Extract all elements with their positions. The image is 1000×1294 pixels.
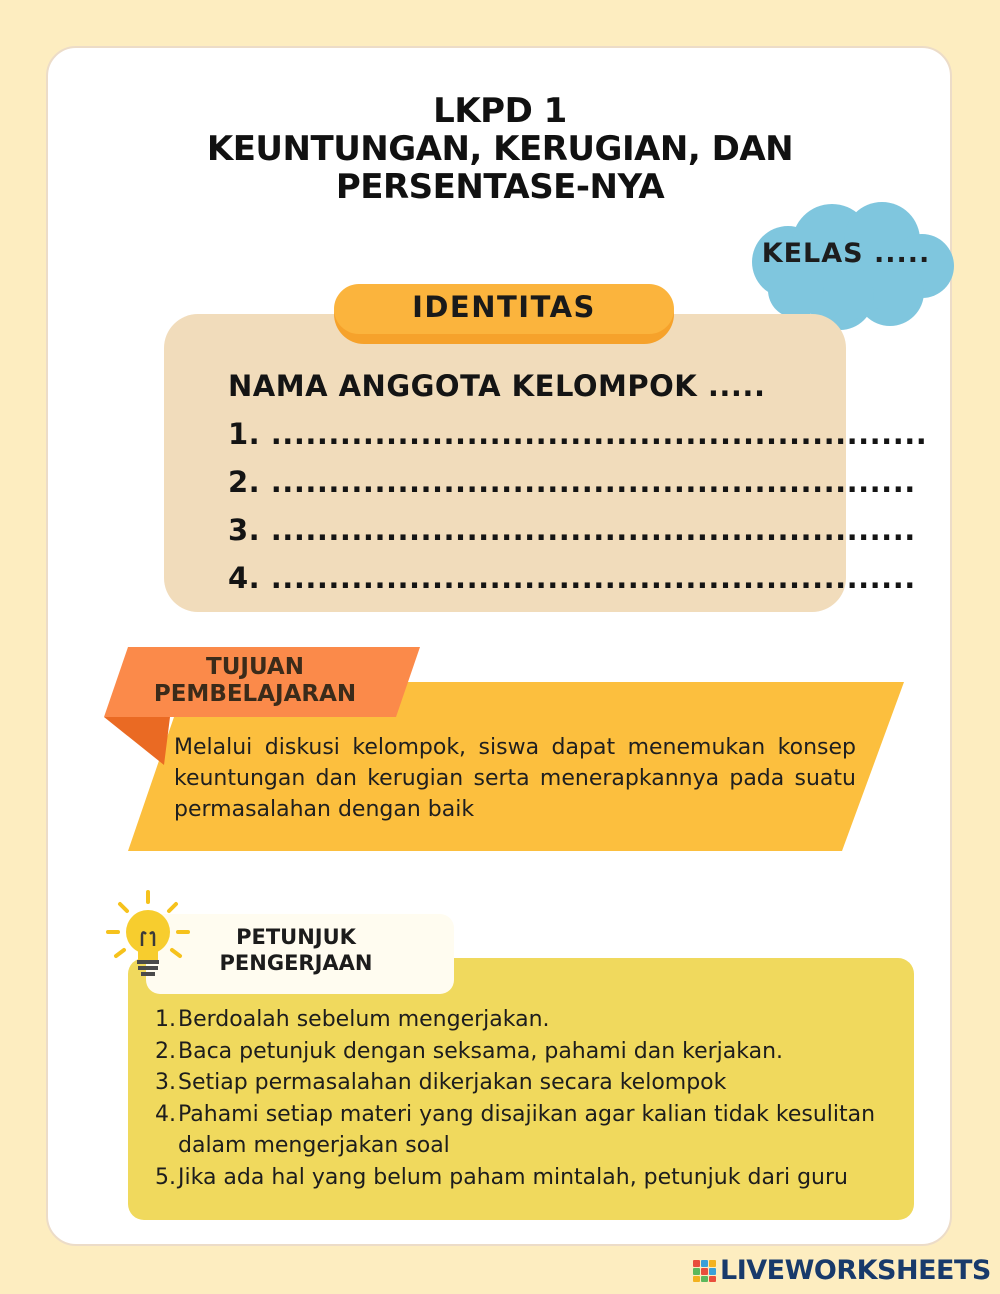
member-list [228, 362, 928, 602]
petunjuk-title-line-1: PETUNJUK [236, 925, 356, 949]
tujuan-fold-shape [104, 717, 170, 765]
list-item-text: Setiap permasalahan dikerjakan secara kelompok [178, 1070, 727, 1095]
list-item [150, 1004, 902, 1036]
petunjuk-list [150, 1004, 902, 1193]
liveworksheets-link[interactable] [692, 1256, 991, 1284]
title-line-1: LKPD 1 [433, 91, 567, 131]
kelas-label: KELAS ..... [761, 238, 931, 269]
member-line-4: 4. ........................................................ [228, 561, 916, 595]
list-item-number: 5. [155, 1164, 176, 1190]
member-line-1: 1. ......................................................... [228, 417, 928, 451]
identity-label: IDENTITAS [412, 290, 596, 324]
member-line-2: 2. ........................................................ [228, 465, 916, 499]
title-line-2: KEUNTUNGAN, KERUGIAN, DAN [206, 129, 794, 169]
list-item-text: Pahami setiap materi yang disajikan agar kalian tidak kesulitan dalam mengerjakan soal [178, 1101, 876, 1158]
title-line-3: PERSENTASE-NYA [335, 167, 665, 207]
list-item-text: Jika ada hal yang belum paham mintalah, petunjuk dari guru [178, 1164, 848, 1190]
petunjuk-title-line-2: PENGERJAAN [219, 951, 373, 975]
page-title [0, 92, 1000, 206]
tujuan-title [140, 654, 370, 708]
list-item-number: 3. [155, 1070, 176, 1095]
member-line-3: 3. ........................................................ [228, 513, 916, 547]
tujuan-title-line-1: TUJUAN [206, 654, 304, 680]
list-item-text: Berdoalah sebelum mengerjakan. [178, 1007, 550, 1032]
list-item [150, 1036, 902, 1068]
list-item-number: 4. [155, 1101, 176, 1127]
tujuan-text: Melalui diskusi kelompok, siswa dapat menemukan konsep keuntungan dan kerugian serta menerapkannya pada suatu permasalahan dengan baik [174, 735, 856, 822]
list-item [150, 1162, 902, 1194]
list-item [150, 1099, 902, 1162]
members-heading: NAMA ANGGOTA KELOMPOK ..... [228, 369, 766, 403]
tujuan-title-line-2: PEMBELAJARAN [153, 681, 357, 707]
list-item-number: 2. [155, 1038, 176, 1064]
list-item [150, 1067, 902, 1099]
list-item-text: Baca petunjuk dengan seksama, pahami dan kerjakan. [178, 1038, 784, 1064]
brand-text: LIVEWORKSHEETS [720, 1254, 991, 1286]
liveworksheets-logo-icon [692, 1257, 718, 1283]
petunjuk-title [176, 924, 416, 976]
list-item-number: 1. [155, 1007, 176, 1032]
